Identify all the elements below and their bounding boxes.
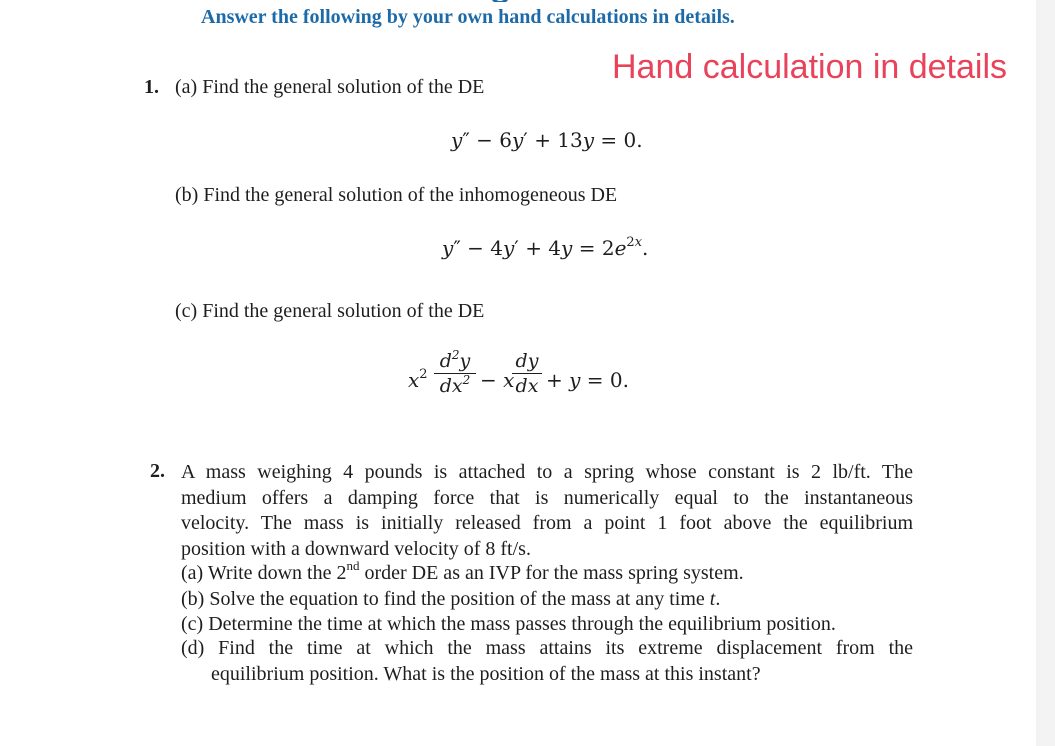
question-2-number: 2.: [150, 460, 165, 482]
question-2-stem: [181, 460, 913, 562]
question-2b: (b) Solve the equation to find the position of the mass at any time t.: [181, 588, 721, 610]
question-1b-equation: $y'' - 4y' + 4y = 2e^{2x}$.: [442, 235, 649, 260]
question-2d-line-1: (d) Find the time at which the mass attains its extreme displacement from the: [181, 637, 913, 659]
question-1c-label: (c) Find the general solution of the DE: [175, 300, 485, 322]
page-title: Answer the following by your own hand calculations in details.: [201, 6, 735, 28]
question-1b-label: (b) Find the general solution of the inhomogeneous DE: [175, 184, 618, 206]
question-2-stem-line: position with a downward velocity of 8 ft/s.: [181, 537, 531, 560]
question-1a-label: (a) Find the general solution of the DE: [175, 76, 485, 98]
scrollbar[interactable]: [1036, 0, 1055, 746]
handwritten-annotation: Hand calculation in details: [612, 48, 1008, 86]
question-2d: [181, 636, 913, 687]
question-1-number: 1.: [144, 76, 159, 98]
question-2a: (a) Write down the 2nd order DE as an IVP for the mass spring system.: [181, 558, 744, 584]
question-2d-line-2: equilibrium position. What is the position of the mass at this instant?: [211, 662, 761, 685]
question-1a-equation: y″ − 6y′ + 13y = 0.: [451, 128, 643, 152]
question-2c: (c) Determine the time at which the mass passes through the equilibrium position.: [181, 613, 836, 635]
clipped-heading-remnant: [470, 0, 530, 2]
question-2-stem-line: A mass weighing 4 pounds is attached to a spring whose constant is 2 lb/ft. The: [181, 461, 913, 483]
question-2-stem-line: medium offers a damping force that is numerically equal to the instantaneous: [181, 486, 913, 509]
question-2-stem-line: velocity. The mass is initially released from a point 1 foot above the equilibrium: [181, 512, 913, 534]
